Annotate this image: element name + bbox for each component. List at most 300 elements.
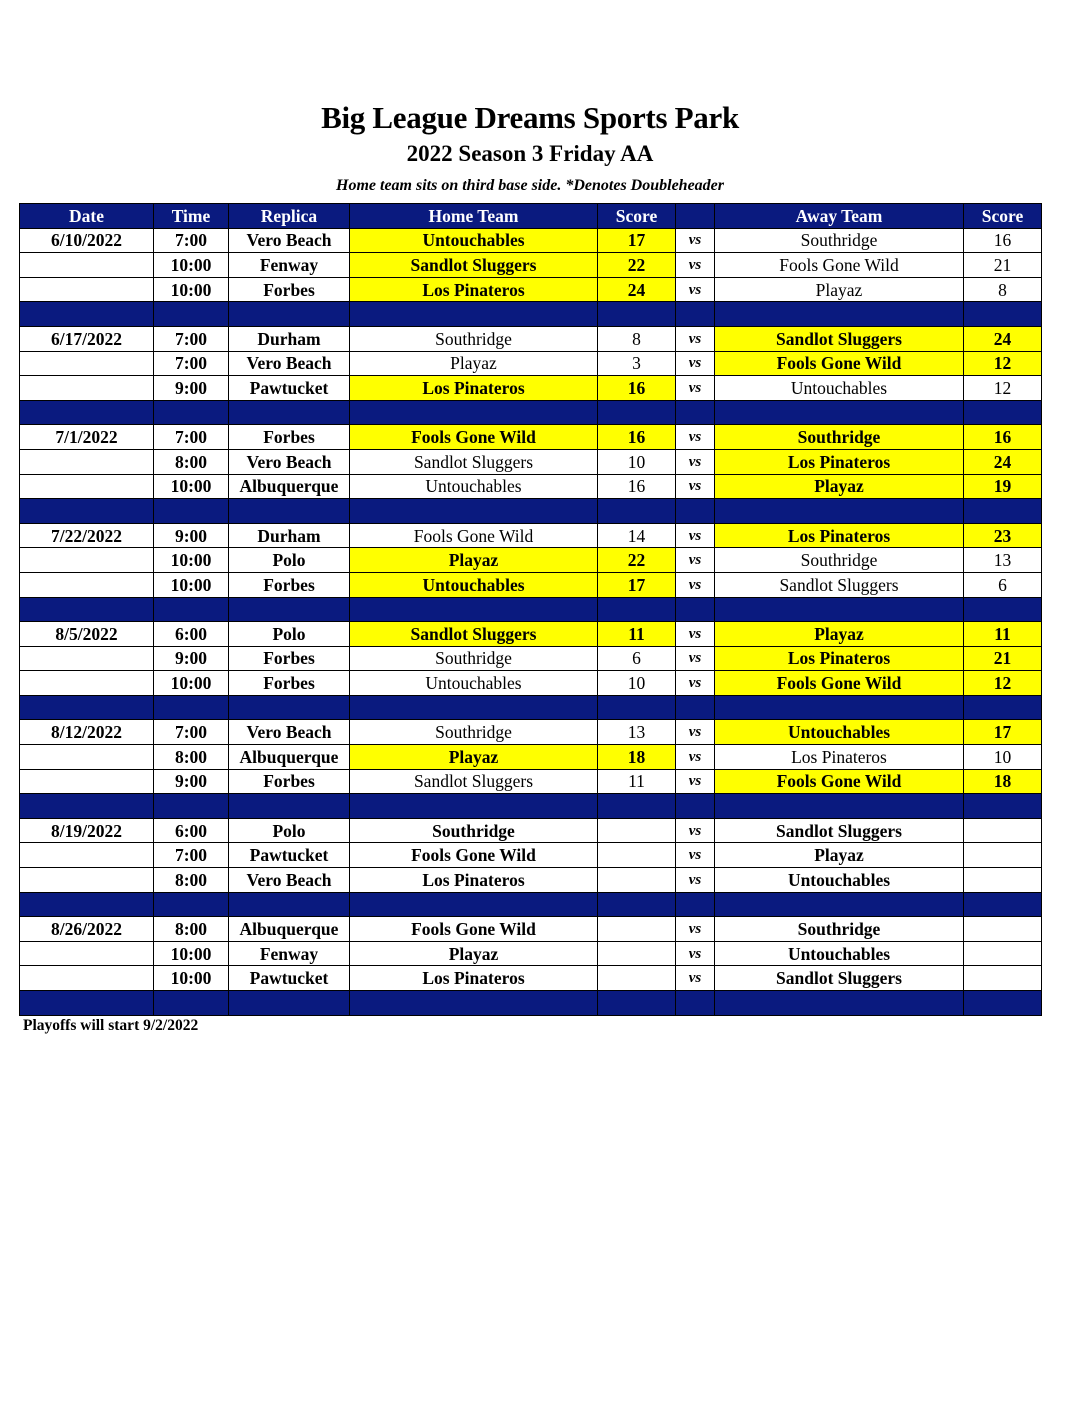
- table-row: [20, 720, 1042, 745]
- home-score: [598, 917, 676, 942]
- table-row: [20, 917, 1042, 942]
- separator-cell: [154, 695, 229, 720]
- home-score: 8: [598, 326, 676, 351]
- game-date: [20, 843, 154, 868]
- table-row: [20, 843, 1042, 868]
- vs-label: vs: [676, 474, 715, 499]
- table-row: [20, 868, 1042, 893]
- col-header-away-team: Away Team: [715, 204, 964, 229]
- separator-cell: [598, 302, 676, 327]
- game-time: 10:00: [154, 253, 229, 278]
- away-team: Sandlot Sluggers: [715, 966, 964, 991]
- away-team: Fools Gone Wild: [715, 253, 964, 278]
- table-row: [20, 523, 1042, 548]
- away-team: Los Pinateros: [715, 523, 964, 548]
- table-row: [20, 941, 1042, 966]
- away-team: Sandlot Sluggers: [715, 572, 964, 597]
- home-score: 13: [598, 720, 676, 745]
- game-replica: Forbes: [229, 572, 350, 597]
- away-score: 12: [964, 351, 1042, 376]
- game-replica: Vero Beach: [229, 449, 350, 474]
- game-time: 8:00: [154, 745, 229, 770]
- home-team: Southridge: [350, 646, 598, 671]
- home-score: 17: [598, 572, 676, 597]
- week-separator-row: [20, 597, 1042, 622]
- home-score: [598, 941, 676, 966]
- separator-cell: [598, 991, 676, 1016]
- game-replica: Albuquerque: [229, 745, 350, 770]
- away-team: Southridge: [715, 917, 964, 942]
- vs-label: vs: [676, 523, 715, 548]
- game-replica: Vero Beach: [229, 868, 350, 893]
- separator-cell: [229, 302, 350, 327]
- table-row: [20, 425, 1042, 450]
- game-date: 7/22/2022: [20, 523, 154, 548]
- game-time: 7:00: [154, 843, 229, 868]
- separator-cell: [676, 794, 715, 819]
- table-row: [20, 351, 1042, 376]
- game-date: [20, 376, 154, 401]
- separator-cell: [598, 597, 676, 622]
- home-score: [598, 868, 676, 893]
- game-time: 8:00: [154, 449, 229, 474]
- separator-cell: [598, 892, 676, 917]
- game-date: 8/19/2022: [20, 818, 154, 843]
- home-team: Sandlot Sluggers: [350, 622, 598, 647]
- away-score: 24: [964, 449, 1042, 474]
- page-subtitle: 2022 Season 3 Friday AA: [406, 141, 654, 166]
- vs-label: vs: [676, 646, 715, 671]
- game-date: [20, 941, 154, 966]
- away-score: 13: [964, 548, 1042, 573]
- separator-cell: [964, 892, 1042, 917]
- home-score: 10: [598, 449, 676, 474]
- game-replica: Polo: [229, 622, 350, 647]
- home-score: 17: [598, 228, 676, 253]
- vs-label: vs: [676, 769, 715, 794]
- schedule-body: [20, 228, 1042, 1015]
- separator-cell: [676, 695, 715, 720]
- game-replica: Vero Beach: [229, 720, 350, 745]
- separator-cell: [715, 499, 964, 524]
- away-team: Playaz: [715, 622, 964, 647]
- separator-cell: [715, 892, 964, 917]
- schedule-table: [19, 203, 1042, 1016]
- separator-cell: [676, 302, 715, 327]
- game-time: 10:00: [154, 474, 229, 499]
- separator-cell: [350, 695, 598, 720]
- vs-label: vs: [676, 376, 715, 401]
- home-team: Los Pinateros: [350, 277, 598, 302]
- away-team: Southridge: [715, 228, 964, 253]
- separator-cell: [598, 400, 676, 425]
- separator-cell: [20, 400, 154, 425]
- game-time: 10:00: [154, 671, 229, 696]
- game-time: 9:00: [154, 523, 229, 548]
- away-team: Sandlot Sluggers: [715, 326, 964, 351]
- table-row: [20, 253, 1042, 278]
- game-replica: Polo: [229, 548, 350, 573]
- home-score: 3: [598, 351, 676, 376]
- home-score: 14: [598, 523, 676, 548]
- away-team: Untouchables: [715, 720, 964, 745]
- separator-cell: [229, 597, 350, 622]
- vs-label: vs: [676, 449, 715, 474]
- page-title: Big League Dreams Sports Park: [321, 100, 739, 135]
- separator-cell: [229, 991, 350, 1016]
- game-time: 10:00: [154, 572, 229, 597]
- away-score: 10: [964, 745, 1042, 770]
- separator-cell: [20, 794, 154, 819]
- away-team: Playaz: [715, 474, 964, 499]
- home-score: 11: [598, 769, 676, 794]
- away-team: Fools Gone Wild: [715, 769, 964, 794]
- separator-cell: [715, 597, 964, 622]
- playoffs-note: Playoffs will start 9/2/2022: [23, 1017, 199, 1034]
- away-score: 21: [964, 253, 1042, 278]
- game-replica: Forbes: [229, 646, 350, 671]
- game-replica: Forbes: [229, 277, 350, 302]
- vs-label: vs: [676, 671, 715, 696]
- game-replica: Fenway: [229, 941, 350, 966]
- separator-cell: [229, 794, 350, 819]
- game-replica: Pawtucket: [229, 966, 350, 991]
- col-header-home-team: Home Team: [350, 204, 598, 229]
- separator-cell: [964, 400, 1042, 425]
- game-date: [20, 253, 154, 278]
- game-date: [20, 351, 154, 376]
- away-team: Southridge: [715, 425, 964, 450]
- home-team: Playaz: [350, 548, 598, 573]
- game-replica: Durham: [229, 326, 350, 351]
- home-score: 16: [598, 425, 676, 450]
- home-team: Playaz: [350, 351, 598, 376]
- separator-cell: [598, 499, 676, 524]
- game-date: 6/10/2022: [20, 228, 154, 253]
- away-team: Playaz: [715, 843, 964, 868]
- away-score: [964, 917, 1042, 942]
- game-replica: Albuquerque: [229, 474, 350, 499]
- home-score: 18: [598, 745, 676, 770]
- separator-cell: [676, 597, 715, 622]
- vs-label: vs: [676, 548, 715, 573]
- vs-label: vs: [676, 253, 715, 278]
- vs-label: vs: [676, 917, 715, 942]
- separator-cell: [229, 892, 350, 917]
- away-score: 17: [964, 720, 1042, 745]
- game-time: 7:00: [154, 351, 229, 376]
- separator-cell: [350, 400, 598, 425]
- vs-label: vs: [676, 228, 715, 253]
- separator-cell: [20, 892, 154, 917]
- separator-cell: [964, 695, 1042, 720]
- table-row: [20, 449, 1042, 474]
- col-header-vs: [676, 204, 715, 229]
- separator-cell: [964, 794, 1042, 819]
- home-team: Sandlot Sluggers: [350, 449, 598, 474]
- away-team: Untouchables: [715, 376, 964, 401]
- game-date: [20, 671, 154, 696]
- away-score: 6: [964, 572, 1042, 597]
- game-time: 7:00: [154, 720, 229, 745]
- home-team: Los Pinateros: [350, 868, 598, 893]
- home-team: Los Pinateros: [350, 376, 598, 401]
- separator-cell: [350, 892, 598, 917]
- separator-cell: [715, 695, 964, 720]
- table-row: [20, 769, 1042, 794]
- game-date: [20, 868, 154, 893]
- separator-cell: [20, 597, 154, 622]
- separator-cell: [20, 695, 154, 720]
- game-time: 6:00: [154, 818, 229, 843]
- game-date: [20, 449, 154, 474]
- home-team: Fools Gone Wild: [350, 917, 598, 942]
- away-score: [964, 818, 1042, 843]
- vs-label: vs: [676, 818, 715, 843]
- home-score: 22: [598, 253, 676, 278]
- home-team: Southridge: [350, 326, 598, 351]
- table-row: [20, 548, 1042, 573]
- away-team: Untouchables: [715, 941, 964, 966]
- home-score: [598, 966, 676, 991]
- game-replica: Forbes: [229, 769, 350, 794]
- vs-label: vs: [676, 941, 715, 966]
- game-time: 10:00: [154, 277, 229, 302]
- game-replica: Durham: [229, 523, 350, 548]
- separator-cell: [154, 499, 229, 524]
- separator-cell: [154, 302, 229, 327]
- game-time: 7:00: [154, 228, 229, 253]
- separator-cell: [350, 991, 598, 1016]
- vs-label: vs: [676, 326, 715, 351]
- separator-cell: [598, 794, 676, 819]
- game-time: 8:00: [154, 917, 229, 942]
- home-score: 11: [598, 622, 676, 647]
- table-header-row: [20, 204, 1042, 229]
- col-header-home-score: Score: [598, 204, 676, 229]
- away-score: 18: [964, 769, 1042, 794]
- game-date: [20, 769, 154, 794]
- game-date: 7/1/2022: [20, 425, 154, 450]
- game-date: 8/12/2022: [20, 720, 154, 745]
- game-replica: Forbes: [229, 671, 350, 696]
- vs-label: vs: [676, 351, 715, 376]
- col-header-date: Date: [20, 204, 154, 229]
- game-date: 8/5/2022: [20, 622, 154, 647]
- game-time: 9:00: [154, 376, 229, 401]
- game-replica: Polo: [229, 818, 350, 843]
- col-header-time: Time: [154, 204, 229, 229]
- separator-cell: [964, 302, 1042, 327]
- separator-cell: [715, 302, 964, 327]
- away-score: [964, 868, 1042, 893]
- week-separator-row: [20, 302, 1042, 327]
- week-separator-row: [20, 695, 1042, 720]
- game-time: 10:00: [154, 941, 229, 966]
- separator-cell: [350, 597, 598, 622]
- table-row: [20, 745, 1042, 770]
- separator-cell: [715, 400, 964, 425]
- separator-cell: [676, 991, 715, 1016]
- home-team: Fools Gone Wild: [350, 523, 598, 548]
- game-time: 9:00: [154, 646, 229, 671]
- away-score: 12: [964, 671, 1042, 696]
- away-score: [964, 966, 1042, 991]
- away-team: Fools Gone Wild: [715, 351, 964, 376]
- game-date: [20, 277, 154, 302]
- separator-cell: [964, 597, 1042, 622]
- away-score: 16: [964, 425, 1042, 450]
- table-row: [20, 376, 1042, 401]
- separator-cell: [350, 794, 598, 819]
- home-score: 6: [598, 646, 676, 671]
- separator-cell: [20, 302, 154, 327]
- home-score: 24: [598, 277, 676, 302]
- game-replica: Albuquerque: [229, 917, 350, 942]
- game-time: 7:00: [154, 425, 229, 450]
- separator-cell: [964, 499, 1042, 524]
- vs-label: vs: [676, 843, 715, 868]
- home-score: 16: [598, 376, 676, 401]
- game-date: [20, 646, 154, 671]
- home-team: Southridge: [350, 818, 598, 843]
- away-team: Playaz: [715, 277, 964, 302]
- table-row: [20, 474, 1042, 499]
- game-time: 8:00: [154, 868, 229, 893]
- game-date: 6/17/2022: [20, 326, 154, 351]
- game-date: [20, 745, 154, 770]
- home-team: Sandlot Sluggers: [350, 253, 598, 278]
- home-team: Untouchables: [350, 671, 598, 696]
- game-replica: Pawtucket: [229, 843, 350, 868]
- away-score: 12: [964, 376, 1042, 401]
- away-team: Sandlot Sluggers: [715, 818, 964, 843]
- separator-cell: [598, 695, 676, 720]
- table-row: [20, 966, 1042, 991]
- home-team: Southridge: [350, 720, 598, 745]
- away-team: Fools Gone Wild: [715, 671, 964, 696]
- away-score: [964, 941, 1042, 966]
- home-team: Untouchables: [350, 572, 598, 597]
- game-date: [20, 548, 154, 573]
- game-time: 9:00: [154, 769, 229, 794]
- vs-label: vs: [676, 720, 715, 745]
- game-date: [20, 966, 154, 991]
- table-row: [20, 671, 1042, 696]
- away-team: Los Pinateros: [715, 745, 964, 770]
- home-team: Fools Gone Wild: [350, 425, 598, 450]
- week-separator-row: [20, 400, 1042, 425]
- col-header-replica: Replica: [229, 204, 350, 229]
- separator-cell: [676, 892, 715, 917]
- vs-label: vs: [676, 745, 715, 770]
- separator-cell: [350, 499, 598, 524]
- separator-cell: [229, 695, 350, 720]
- away-score: 21: [964, 646, 1042, 671]
- home-score: 22: [598, 548, 676, 573]
- separator-cell: [715, 991, 964, 1016]
- game-replica: Fenway: [229, 253, 350, 278]
- game-date: [20, 474, 154, 499]
- table-row: [20, 646, 1042, 671]
- home-team: Sandlot Sluggers: [350, 769, 598, 794]
- away-team: Los Pinateros: [715, 449, 964, 474]
- separator-cell: [154, 794, 229, 819]
- separator-cell: [676, 499, 715, 524]
- schedule-note: Home team sits on third base side. *Denotes Doubleheader: [336, 177, 724, 194]
- separator-cell: [154, 597, 229, 622]
- vs-label: vs: [676, 868, 715, 893]
- vs-label: vs: [676, 622, 715, 647]
- week-separator-row: [20, 991, 1042, 1016]
- separator-cell: [350, 302, 598, 327]
- game-date: [20, 572, 154, 597]
- separator-cell: [676, 400, 715, 425]
- table-row: [20, 572, 1042, 597]
- separator-cell: [154, 400, 229, 425]
- separator-cell: [964, 991, 1042, 1016]
- game-date: 8/26/2022: [20, 917, 154, 942]
- away-team: Southridge: [715, 548, 964, 573]
- game-replica: Pawtucket: [229, 376, 350, 401]
- col-header-away-score: Score: [964, 204, 1042, 229]
- separator-cell: [715, 794, 964, 819]
- game-time: 10:00: [154, 548, 229, 573]
- game-time: 7:00: [154, 326, 229, 351]
- vs-label: vs: [676, 966, 715, 991]
- game-time: 6:00: [154, 622, 229, 647]
- table-row: [20, 818, 1042, 843]
- game-replica: Forbes: [229, 425, 350, 450]
- vs-label: vs: [676, 277, 715, 302]
- table-row: [20, 326, 1042, 351]
- week-separator-row: [20, 794, 1042, 819]
- away-team: Los Pinateros: [715, 646, 964, 671]
- separator-cell: [20, 991, 154, 1016]
- game-replica: Vero Beach: [229, 228, 350, 253]
- separator-cell: [154, 991, 229, 1016]
- home-score: [598, 818, 676, 843]
- game-time: 10:00: [154, 966, 229, 991]
- away-score: 11: [964, 622, 1042, 647]
- home-team: Playaz: [350, 745, 598, 770]
- separator-cell: [229, 400, 350, 425]
- away-score: 24: [964, 326, 1042, 351]
- away-score: 16: [964, 228, 1042, 253]
- vs-label: vs: [676, 572, 715, 597]
- away-score: 8: [964, 277, 1042, 302]
- separator-cell: [229, 499, 350, 524]
- table-row: [20, 622, 1042, 647]
- home-team: Untouchables: [350, 228, 598, 253]
- home-score: [598, 843, 676, 868]
- home-team: Playaz: [350, 941, 598, 966]
- vs-label: vs: [676, 425, 715, 450]
- week-separator-row: [20, 499, 1042, 524]
- home-team: Fools Gone Wild: [350, 843, 598, 868]
- table-row: [20, 277, 1042, 302]
- home-score: 10: [598, 671, 676, 696]
- home-score: 16: [598, 474, 676, 499]
- away-score: 23: [964, 523, 1042, 548]
- away-score: [964, 843, 1042, 868]
- away-score: 19: [964, 474, 1042, 499]
- home-team: Untouchables: [350, 474, 598, 499]
- table-row: [20, 228, 1042, 253]
- separator-cell: [154, 892, 229, 917]
- separator-cell: [20, 499, 154, 524]
- game-replica: Vero Beach: [229, 351, 350, 376]
